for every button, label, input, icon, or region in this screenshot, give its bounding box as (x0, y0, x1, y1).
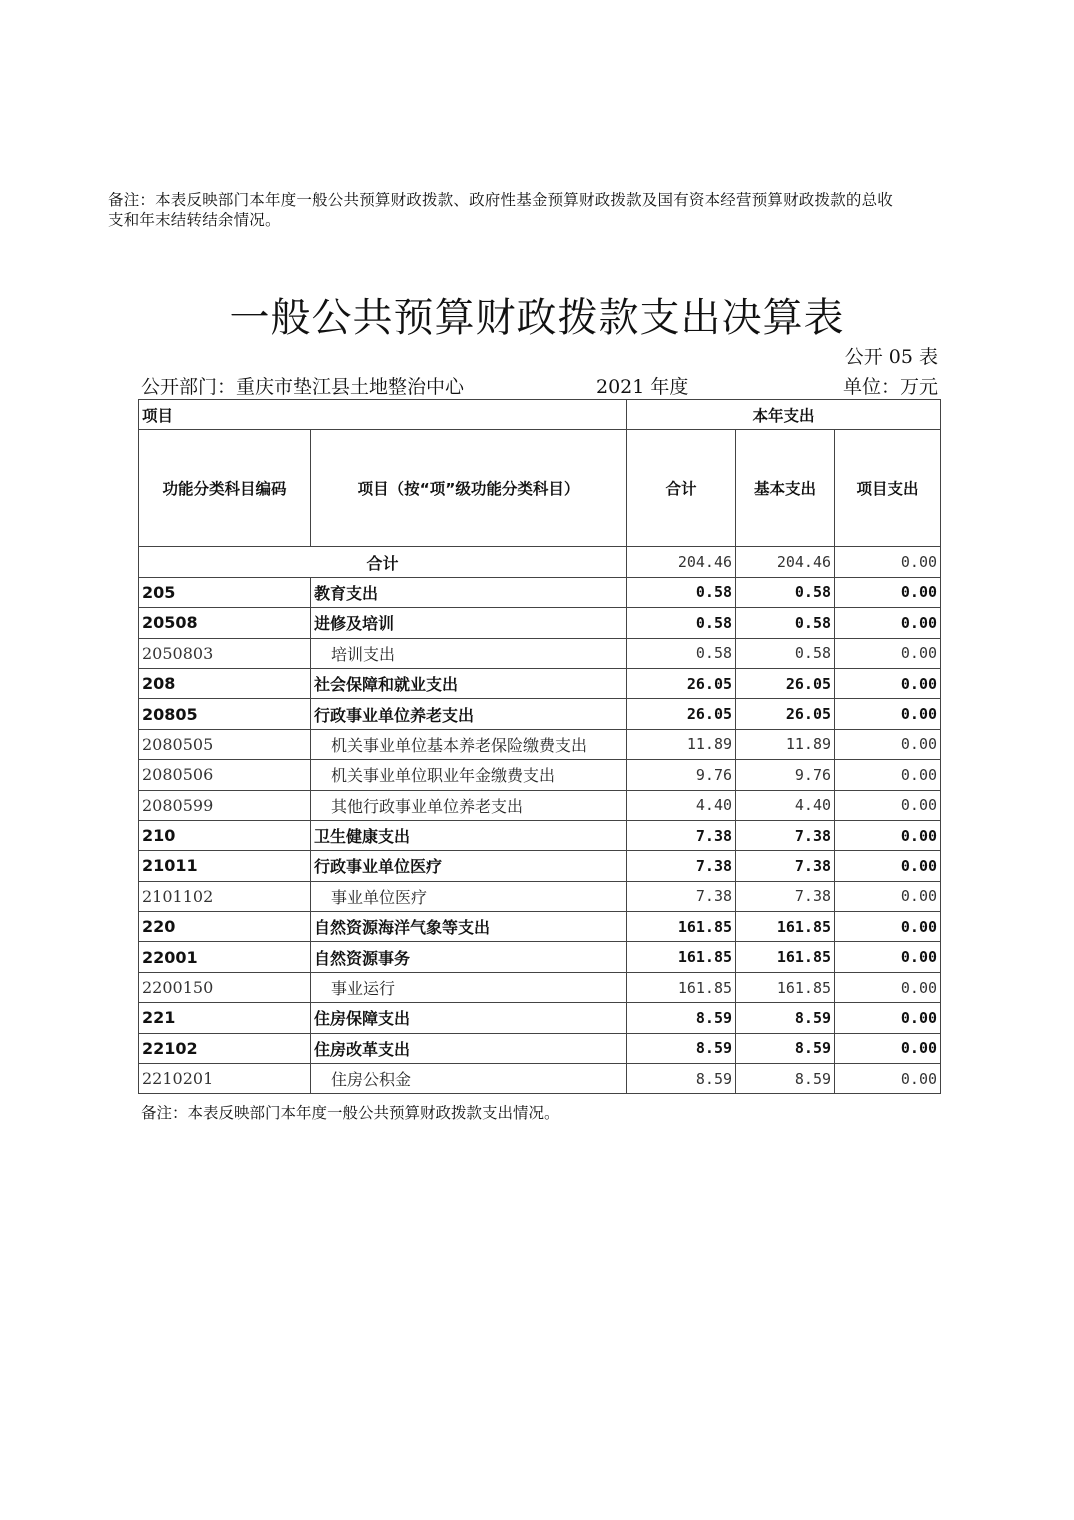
row-basic: 7.38 (736, 820, 835, 850)
row-total: 26.05 (627, 699, 736, 729)
row-basic: 26.05 (736, 668, 835, 698)
row-project: 0.00 (835, 760, 941, 790)
row-name: 机关事业单位职业年金缴费支出 (311, 760, 627, 790)
row-total: 161.85 (627, 912, 736, 942)
row-code: 21011 (139, 851, 311, 881)
row-total: 9.76 (627, 760, 736, 790)
row-basic: 4.40 (736, 790, 835, 820)
header-name: 项目（按“项”级功能分类科目） (311, 430, 627, 547)
row-code: 208 (139, 668, 311, 698)
row-code: 2210201 (139, 1064, 311, 1094)
total-total: 204.46 (627, 547, 736, 577)
header-item: 项目 (139, 400, 627, 430)
row-project: 0.00 (835, 1033, 941, 1063)
top-note: 备注：本表反映部门本年度一般公共预算财政拨款、政府性基金预算财政拨款及国有资本经营预算财政拨款的总收支和年末结转结余情况。 (108, 191, 894, 229)
row-project: 0.00 (835, 820, 941, 850)
header-total: 合计 (627, 430, 736, 547)
row-name: 机关事业单位基本养老保险缴费支出 (311, 729, 627, 759)
row-total: 8.59 (627, 1003, 736, 1033)
total-row (139, 547, 941, 577)
row-basic: 11.89 (736, 729, 835, 759)
row-total: 8.59 (627, 1033, 736, 1063)
table-row (139, 1064, 941, 1094)
row-project: 0.00 (835, 942, 941, 972)
form-number: 公开 05 表 (844, 346, 938, 368)
fiscal-year-label: 2021 年度 (596, 376, 689, 398)
table-row (139, 699, 941, 729)
row-basic: 161.85 (736, 942, 835, 972)
row-code: 2080506 (139, 760, 311, 790)
table-row (139, 668, 941, 698)
table-row (139, 760, 941, 790)
row-name: 行政事业单位养老支出 (311, 699, 627, 729)
row-name: 卫生健康支出 (311, 820, 627, 850)
total-project: 0.00 (835, 547, 941, 577)
row-name: 教育支出 (311, 577, 627, 607)
table-row (139, 790, 941, 820)
department-label: 公开部门：重庆市垫江县土地整治中心 (141, 376, 465, 398)
unit-label: 单位：万元 (842, 376, 938, 398)
row-name: 社会保障和就业支出 (311, 668, 627, 698)
row-basic: 0.58 (736, 638, 835, 668)
row-total: 7.38 (627, 820, 736, 850)
row-project: 0.00 (835, 912, 941, 942)
row-code: 220 (139, 912, 311, 942)
row-code: 210 (139, 820, 311, 850)
row-basic: 8.59 (736, 1033, 835, 1063)
meta-row (141, 372, 938, 398)
row-basic: 7.38 (736, 851, 835, 881)
bottom-note: 备注：本表反映部门本年度一般公共预算财政拨款支出情况。 (141, 1104, 560, 1122)
row-name: 住房保障支出 (311, 1003, 627, 1033)
row-total: 11.89 (627, 729, 736, 759)
row-name: 培训支出 (311, 638, 627, 668)
header-project: 项目支出 (835, 430, 941, 547)
row-project: 0.00 (835, 668, 941, 698)
table-row (139, 820, 941, 850)
row-code: 2101102 (139, 881, 311, 911)
row-code: 20805 (139, 699, 311, 729)
row-basic: 0.58 (736, 608, 835, 638)
table-row (139, 638, 941, 668)
row-project: 0.00 (835, 881, 941, 911)
row-total: 7.38 (627, 851, 736, 881)
header-basic: 基本支出 (736, 430, 835, 547)
row-basic: 8.59 (736, 1003, 835, 1033)
table-body (139, 547, 941, 1094)
row-code: 22102 (139, 1033, 311, 1063)
row-total: 161.85 (627, 972, 736, 1002)
row-code: 2200150 (139, 972, 311, 1002)
row-code: 22001 (139, 942, 311, 972)
row-project: 0.00 (835, 972, 941, 1002)
row-code: 2080599 (139, 790, 311, 820)
row-name: 住房改革支出 (311, 1033, 627, 1063)
row-project: 0.00 (835, 729, 941, 759)
row-total: 4.40 (627, 790, 736, 820)
row-total: 161.85 (627, 942, 736, 972)
row-total: 26.05 (627, 668, 736, 698)
row-project: 0.00 (835, 608, 941, 638)
row-total: 0.58 (627, 577, 736, 607)
row-total: 7.38 (627, 881, 736, 911)
row-name: 行政事业单位医疗 (311, 851, 627, 881)
row-project: 0.00 (835, 851, 941, 881)
row-code: 205 (139, 577, 311, 607)
row-code: 2080505 (139, 729, 311, 759)
row-total: 0.58 (627, 608, 736, 638)
row-basic: 8.59 (736, 1064, 835, 1094)
row-name: 自然资源事务 (311, 942, 627, 972)
table-row (139, 881, 941, 911)
row-project: 0.00 (835, 699, 941, 729)
table-row (139, 1033, 941, 1063)
row-total: 0.58 (627, 638, 736, 668)
total-basic: 204.46 (736, 547, 835, 577)
table-row (139, 851, 941, 881)
table-row (139, 1003, 941, 1033)
row-name: 事业单位医疗 (311, 881, 627, 911)
table-row (139, 729, 941, 759)
row-basic: 161.85 (736, 912, 835, 942)
row-name: 其他行政事业单位养老支出 (311, 790, 627, 820)
row-name: 自然资源海洋气象等支出 (311, 912, 627, 942)
row-project: 0.00 (835, 1003, 941, 1033)
row-code: 2050803 (139, 638, 311, 668)
row-project: 0.00 (835, 577, 941, 607)
row-basic: 7.38 (736, 881, 835, 911)
table-row (139, 608, 941, 638)
table-row (139, 972, 941, 1002)
header-current-year: 本年支出 (627, 400, 941, 430)
total-label: 合计 (139, 547, 627, 577)
page-title: 一般公共预算财政拨款支出决算表 (229, 295, 845, 341)
header-code: 功能分类科目编码 (139, 430, 311, 547)
row-basic: 0.58 (736, 577, 835, 607)
row-code: 20508 (139, 608, 311, 638)
row-basic: 9.76 (736, 760, 835, 790)
row-name: 住房公积金 (311, 1064, 627, 1094)
row-name: 事业运行 (311, 972, 627, 1002)
row-name: 进修及培训 (311, 608, 627, 638)
row-project: 0.00 (835, 1064, 941, 1094)
row-code: 221 (139, 1003, 311, 1033)
row-total: 8.59 (627, 1064, 736, 1094)
budget-table (138, 399, 941, 1094)
table-row (139, 577, 941, 607)
table-row (139, 942, 941, 972)
row-project: 0.00 (835, 790, 941, 820)
row-basic: 161.85 (736, 972, 835, 1002)
row-project: 0.00 (835, 638, 941, 668)
row-basic: 26.05 (736, 699, 835, 729)
table-row (139, 912, 941, 942)
